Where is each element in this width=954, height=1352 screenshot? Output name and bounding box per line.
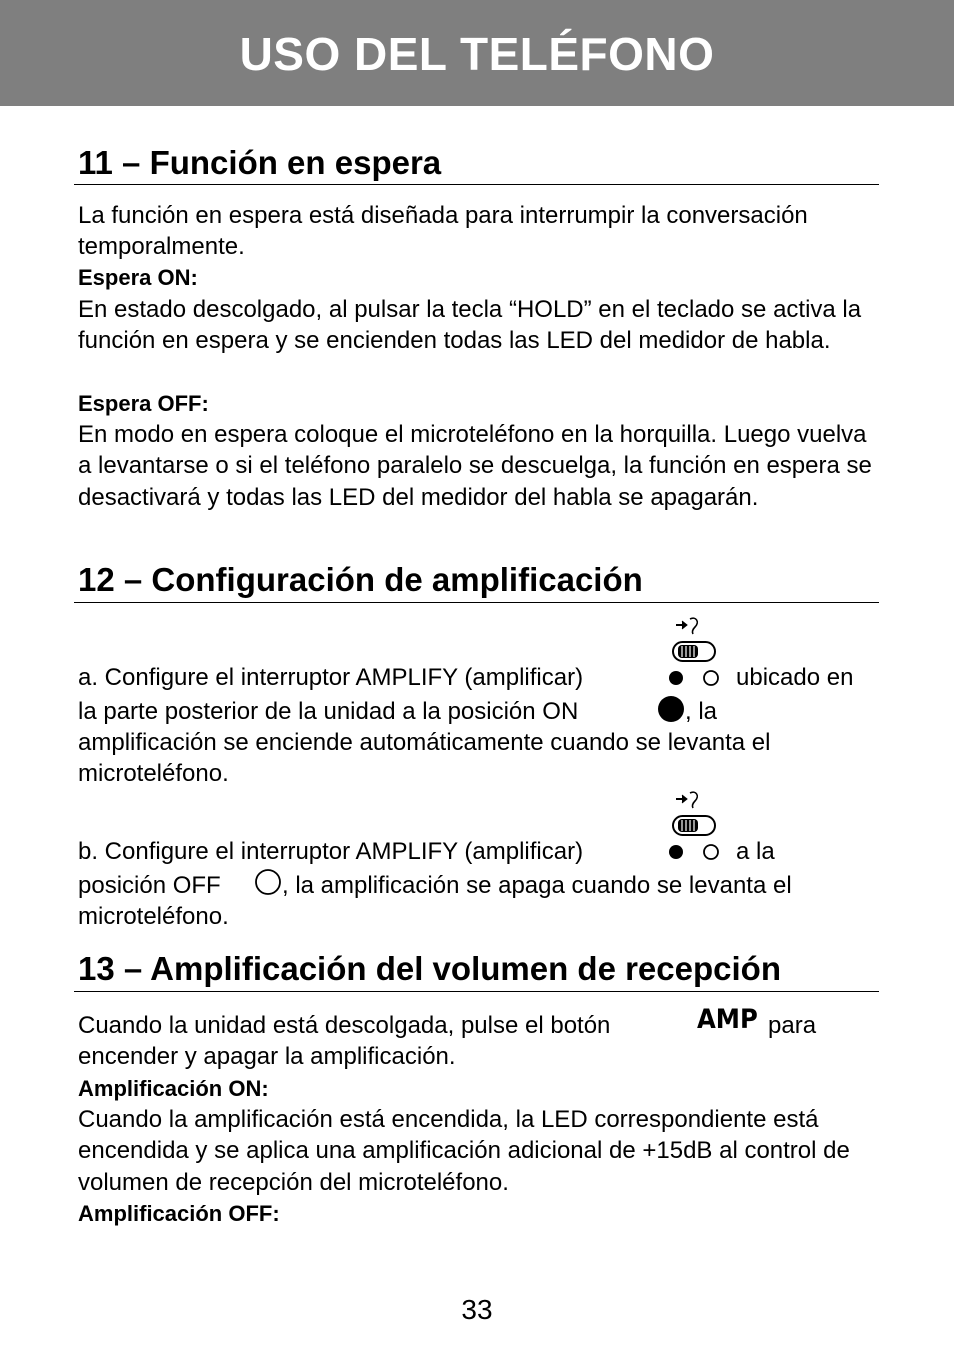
amplify-switch-icon — [666, 788, 726, 868]
amplify-b-line1-right: a la — [736, 838, 775, 865]
section-12-rule — [74, 602, 879, 603]
section-11-heading: 11 – Función en espera — [78, 144, 442, 181]
amplify-b-line2-right: , la amplificación se apaga cuando se levanta el — [282, 872, 792, 899]
amp-button-icon: AMP — [697, 1004, 758, 1035]
header-banner — [0, 0, 954, 106]
hold-on-label: Espera ON: — [78, 265, 198, 290]
section-11-rule — [74, 184, 879, 185]
section-12-heading: 12 – Configuración de amplificación — [78, 561, 643, 598]
page-title: USO DEL TELÉFONO — [239, 28, 715, 80]
page-number: 33 — [461, 1294, 493, 1325]
hold-off-label: Espera OFF: — [78, 391, 209, 416]
amplify-b-line1-left: b. Configure el interruptor AMPLIFY (amplificar) — [78, 838, 584, 865]
amplify-a-line2-left: la parte posterior de la unidad a la posición ON — [78, 698, 579, 725]
amplify-b-line2-left: posición OFF — [78, 872, 221, 899]
section-13-heading: 13 – Amplificación del volumen de recepción — [78, 950, 781, 987]
hold-on-text: En estado descolgado, al pulsar la tecla “HOLD” en el teclado se activa la función en espera y se encienden todas las LED del medidor de habla. — [78, 296, 862, 355]
section-13-line1-left: Cuando la unidad está descolgada, pulse el botón — [78, 1012, 611, 1039]
amplify-b-line3: microteléfono. — [78, 903, 229, 930]
section-11-intro: La función en espera está diseñada para interrumpir la conversación temporalmente. — [78, 202, 808, 261]
section-13-rule — [74, 991, 879, 992]
amp-on-label: Amplificación ON: — [78, 1076, 269, 1101]
amplify-a-line4: microteléfono. — [78, 760, 229, 787]
on-position-dot-icon — [655, 694, 687, 726]
amplify-a-line2-right: , la — [685, 698, 718, 725]
amplify-a-line1-right: ubicado en — [736, 664, 854, 691]
hold-off-text: En modo en espera coloque el microteléfono en la horquilla. Luego vuelva a levantarse o si el teléfono paralelo se descuelga, la función en espera se desactivará y todas las LED del medidor del habla se apagarán. — [78, 421, 872, 511]
section-13-line2: encender y apagar la amplificación. — [78, 1043, 456, 1070]
amp-off-label: Amplificación OFF: — [78, 1201, 280, 1226]
section-13-line1-right: para — [768, 1012, 817, 1039]
amplify-a-line1-left: a. Configure el interruptor AMPLIFY (amplificar) — [78, 664, 584, 691]
amplify-a-line3: amplificación se enciende automáticamente cuando se levanta el — [78, 729, 771, 756]
off-position-circle-icon — [253, 867, 283, 897]
amplify-switch-icon — [666, 614, 726, 694]
amp-on-text: Cuando la amplificación está encendida, la LED correspondiente está encendida y se aplica una amplificación adicional de +15dB al control de volumen de recepción del microteléfono. — [78, 1106, 850, 1196]
